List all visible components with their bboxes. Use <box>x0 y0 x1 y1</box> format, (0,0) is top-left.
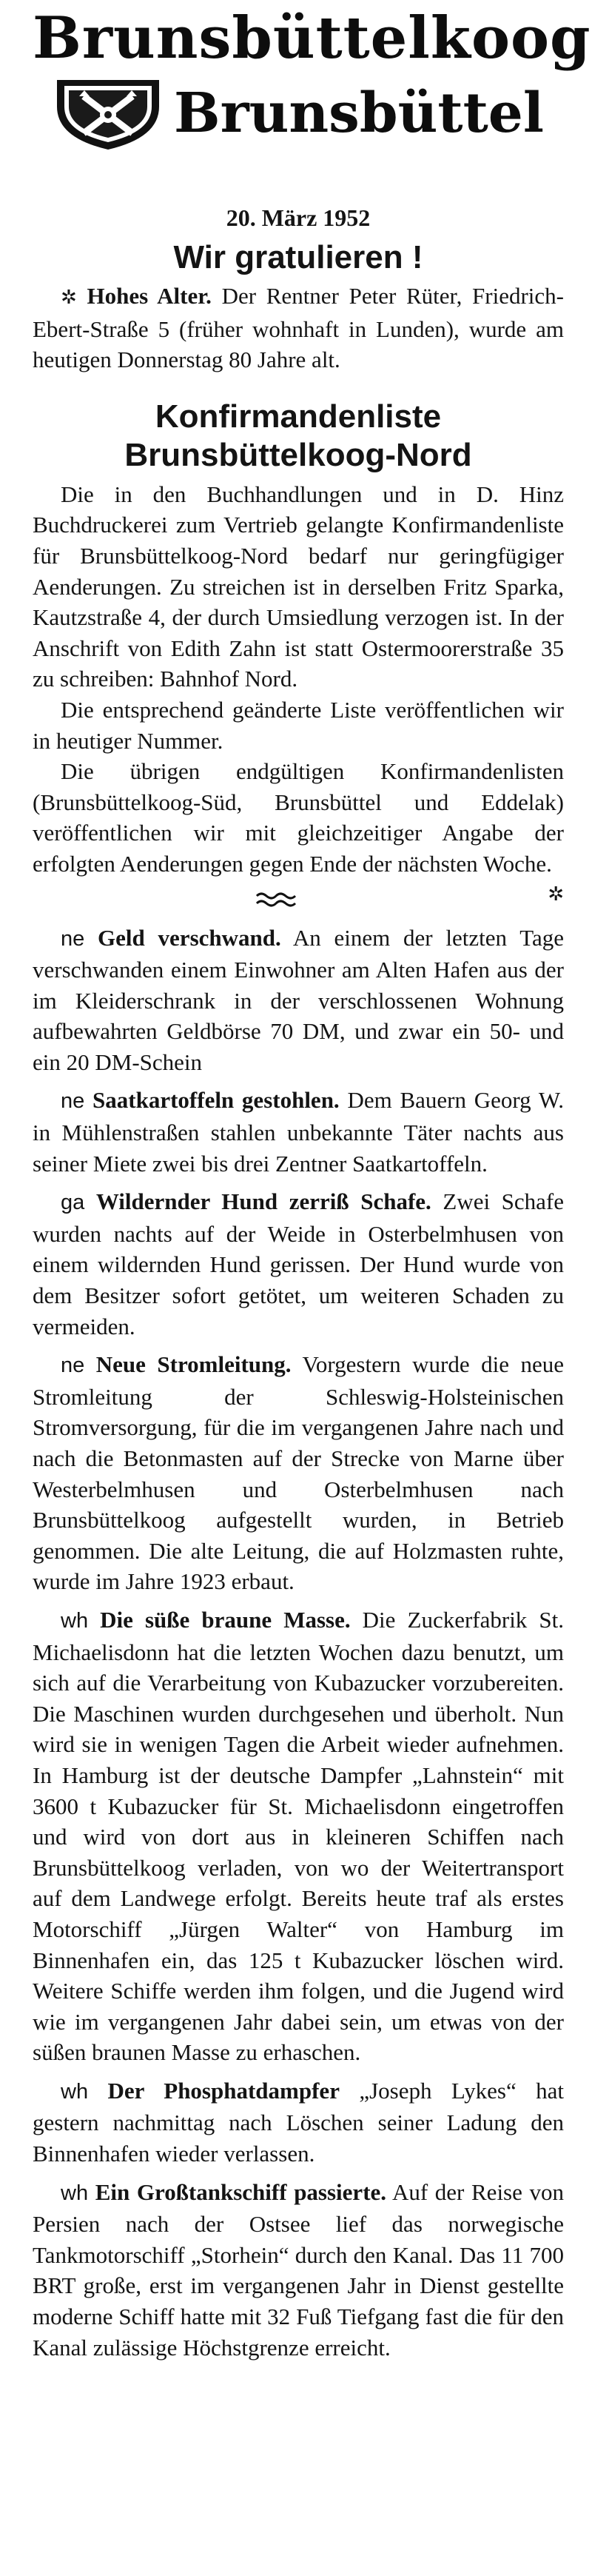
note-wildernder-hund <box>33 1186 564 1342</box>
konfirmanden-paragraph-1: Die in den Buchhandlungen und in D. Hinz Buchdruckerei zum Vertrieb gelangte Konfirmandenliste für Brunsbüttelkoog-Nord bedarf nur geringfügiger Aenderungen. Zu streichen ist in derselben Fritz Sparka, Kautzstraße 4, der durch Umsiedlung verzogen ist. In der Anschrift von Edith Zahn ist statt Ostermoorerstraße 35 zu schreiben: Bahnhof Nord. <box>33 481 564 692</box>
paragraph-text: Die übrigen endgültigen Konfirmandenlisten (Brunsbüttelkoog-Süd, Brunsbüttel und Eddelak) veröffentlichen wir mit gleichzeitiger Angabe der erfolgten Aenderungen gegen Ende der nächsten Woche. <box>33 758 564 877</box>
note-grosstankschiff <box>33 2177 564 2363</box>
note-keyword: Der Phosphatdampfer <box>107 2077 340 2104</box>
headline-line-2: Brunsbüttelkoog-Nord <box>124 436 472 473</box>
note-geld-verschwand <box>33 923 564 1078</box>
note-text: „Joseph Lykes“ hat gestern nachmittag nach Löschen seiner Ladung den Binnenhafen wieder verlassen. <box>33 2077 565 2167</box>
author-initials: ne <box>61 926 85 951</box>
headline-line-1: Konfirmandenliste <box>155 398 442 435</box>
note-keyword: Geld verschwand. <box>98 924 281 951</box>
article-text: Der Rentner Peter Rüter, Friedrich-Ebert-Straße 5 (früher wohnhaft in Lunden), wurde am heutigen Donnerstag 80 Jahre alt. <box>33 283 564 373</box>
note-suesse-braune-masse <box>33 1605 564 2068</box>
note-keyword: Ein Großtankschiff passierte. <box>95 2178 387 2205</box>
note-neue-stromleitung <box>33 1349 564 1597</box>
note-text: Dem Bauern Georg W. in Mühlenstraßen stahlen unbekannte Täter nachts aus seiner Miete zwei bis drei Zentner Saatkartoffeln. <box>33 1087 564 1177</box>
author-initials: ne <box>61 1354 85 1378</box>
town-crest-icon <box>53 74 164 153</box>
note-text: Zwei Schafe wurden nachts auf der Weide in Osterbelmhusen von einem wildernden Hund gerissen. Der Hund wurde von dem Besitzer sofort getötet, um weiteren Schaden zu vermeiden. <box>33 1188 564 1339</box>
konfirmanden-paragraph-2: Die entsprechend geänderte Liste veröffentlichen wir in heutiger Nummer. <box>33 696 564 754</box>
star-icon: ✲ <box>61 287 77 309</box>
wave-divider-icon <box>254 890 298 909</box>
author-initials: wh <box>61 1608 89 1633</box>
note-keyword: Saatkartoffeln gestohlen. <box>92 1087 340 1114</box>
note-text: Die Zuckerfabrik St. Michaelisdonn hat die letzten Wochen dazu benutzt, um sich auf die Verarbeitung von Kubazucker vorzubereiten. Die Maschinen wurden durchgesehen und überholt. Nun wird sie in wenigen Tagen die Arbeit wieder aufnehmen. In Hamburg ist der deutsche Dampfer „Lahnstein“ mit 3600 t Kubazucker für St. Michaelisdonn eingetroffen und wird von dort aus in kleineren Schiffen nach Brunsbüttelkoog verladen, von wo der Weitertransport auf dem Landwege erfolgt. Bereits heute traf als erstes Motorschiff „Jürgen Walter“ von Hamburg im Binnenhafen ein, das 125 t Kubazucker löschen wird. Weitere Schiffe werden ihm folgen, und die Jugend wird wie im vergangenen Jahr dabei sein, um etwas von der süßen braunen Masse zu erhaschen. <box>33 1606 564 2066</box>
star-icon: ✲ <box>548 883 564 906</box>
local-notes <box>33 923 564 2363</box>
masthead-title-top: Brunsbüttelkoog <box>33 4 591 72</box>
article-hohes-alter <box>33 281 564 375</box>
author-initials: ga <box>61 1191 85 1215</box>
issue-date: 20. März 1952 <box>226 204 371 231</box>
note-text: An einem der letzten Tage verschwanden einem Einwohner am Alten Hafen aus der im Kleiderschrank in der verschlossenen Wohnung aufbewahrten Geldbörse 70 DM, und zwar ein 50- und ein 20 DM-Schein <box>33 924 564 1075</box>
note-text: Vorgestern wurde die neue Stromleitung der Schleswig-Holsteinischen Stromversorgung, für die im vergangenen Jahre nach und nach die Betonmasten auf der Strecke von Marne über Westerbelmhusen und Osterbelmhusen nach Brunsbüttelkoog aufgestellt wurden, in Betrieb genommen. Die alte Leitung, die auf Holzmasten ruhte, wurde im Jahre 1923 erbaut. <box>33 1351 564 1595</box>
masthead-title-bottom: Brunsbüttel <box>174 81 544 145</box>
note-keyword: Wildernder Hund zerriß Schafe. <box>95 1188 431 1215</box>
author-initials: wh <box>61 2181 89 2205</box>
note-text: Auf der Reise von Persien nach der Ostsee lief das norwegische Tankmotorschiff „Storhein“ durch den Kanal. Das 11 700 BRT große, erst im vergangenen Jahr in Dienst gestellte moderne Schiff hatte mit 32 Fuß Tiefgang fast die für den Kanal zulässige Höchstgrenze erreicht. <box>33 2178 565 2361</box>
masthead-row <box>33 74 564 153</box>
author-initials: wh <box>61 2079 89 2104</box>
author-initials: ne <box>61 1089 85 1114</box>
note-saatkartoffeln <box>33 1085 564 1179</box>
konfirmanden-paragraph-3 <box>33 756 564 906</box>
note-phosphatdampfer <box>33 2075 564 2169</box>
note-keyword: Neue Stromleitung. <box>95 1351 292 1378</box>
headline-wir-gratulieren: Wir gratulieren ! <box>173 239 423 275</box>
article-keyword: Hohes Alter. <box>87 283 212 309</box>
masthead <box>33 0 591 153</box>
note-keyword: Die süße braune Masse. <box>100 1606 351 1633</box>
headline-konfirmandenliste <box>33 398 564 475</box>
